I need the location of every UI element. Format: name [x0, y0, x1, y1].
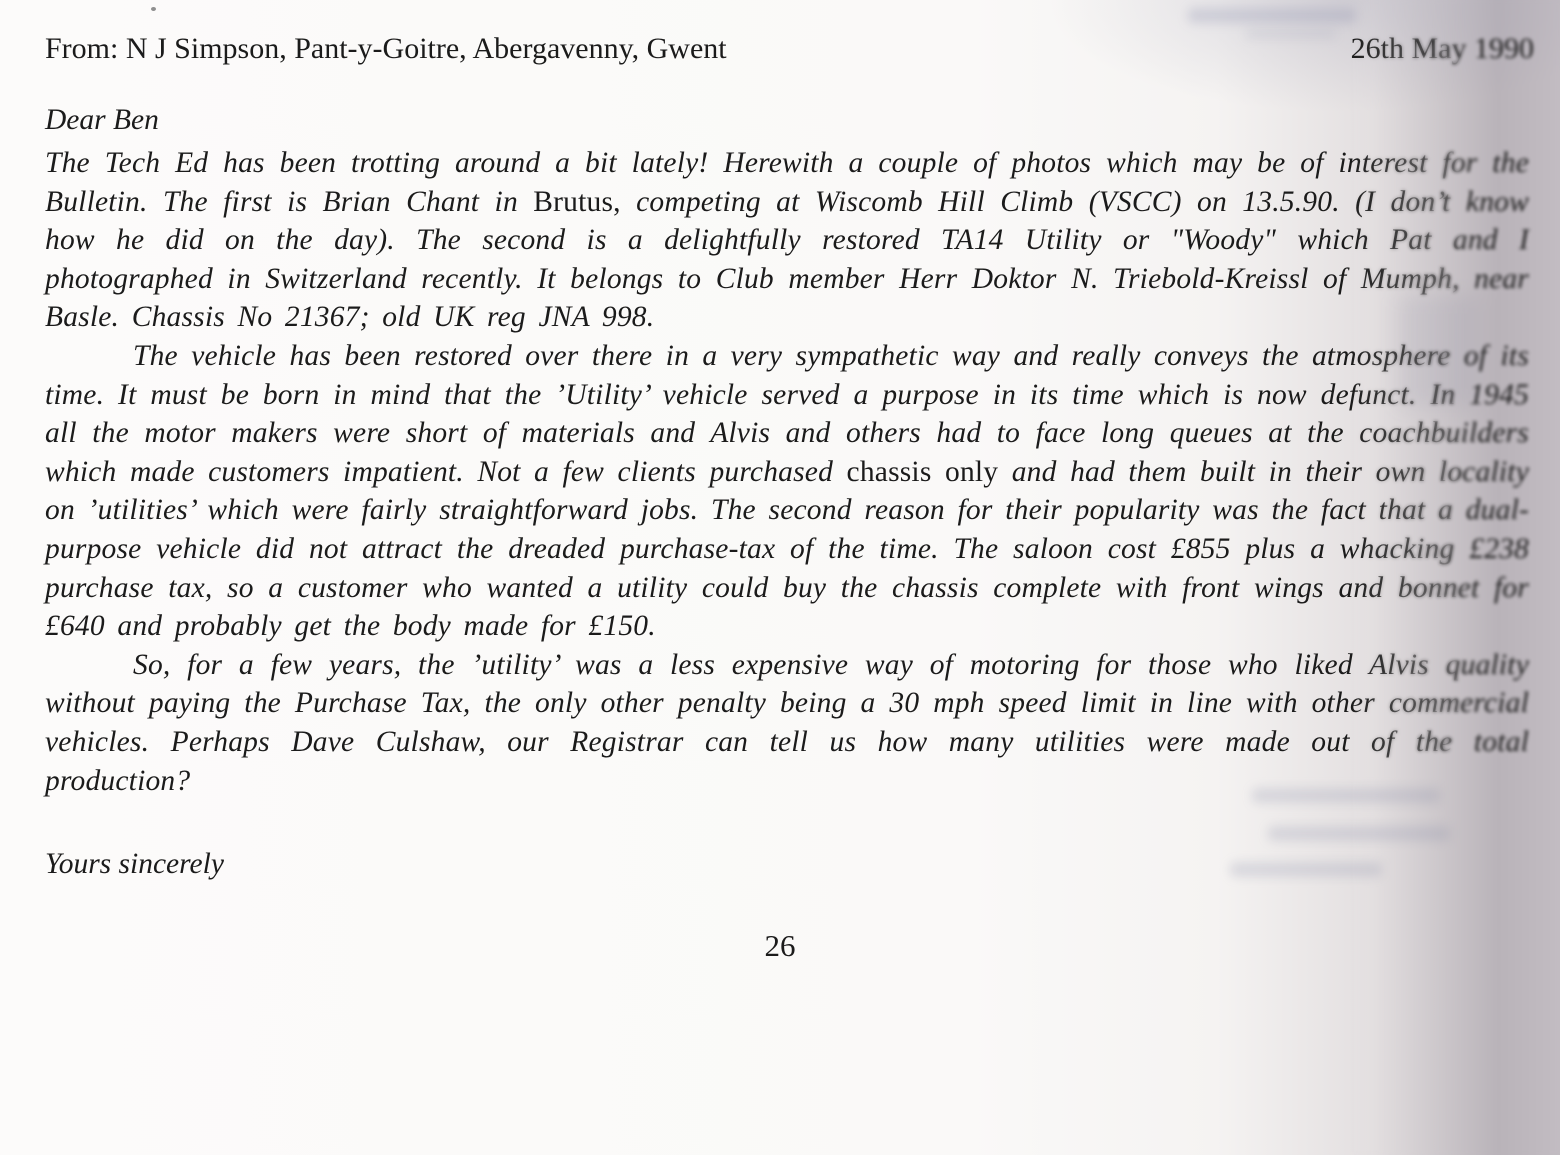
page-number: 26 [764, 928, 796, 963]
paragraph-segment: So, for a few years, the ’utility’ was a less expensive way of motoring for those who liked Alvis quality without paying the Purchase Tax, the only other penalty being a 30 mph speed limit in line with other commercial vehicles. Perhaps Dave Culshaw, our Registrar can tell us how many utilities were made out of the total production? [45, 648, 1529, 797]
paragraph-segment: The vehicle has been restored over there in a very sympathetic way and really conveys the atmosphere of its time. It must be born in mind that the ’Utility’ vehicle served a purpose in its time which is now defunct. In 1945 all the motor makers were short of materials and Alvis and others had to face long queues at the coachbuilders which made customers impatient. Not a few clients purchased [45, 339, 1529, 488]
paragraph-segment: chassis only [846, 455, 999, 488]
closing: Yours sincerely [45, 848, 224, 880]
bleedthrough-artifact [1268, 826, 1450, 841]
paragraph-segment: Brutus, [533, 185, 621, 218]
bleedthrough-artifact [1230, 862, 1382, 877]
paragraph [45, 646, 1529, 800]
paragraph-segment: The Tech Ed has been trotting around a bit lately! Herewith a couple of photos which may be of interest for the Bulletin. The first is Brian Chant in [45, 147, 1529, 218]
letter-header [45, 32, 1534, 66]
bleedthrough-artifact [1188, 8, 1356, 23]
letter-body [45, 144, 1529, 800]
scan-speck-artifact [151, 7, 156, 11]
paragraph-segment: competing at Wiscomb Hill Climb (VSCC) on 13.5.90. (I don’t know how he did on the day). The second is a delightfully restored TA14 Utility or "Woody" which Pat and I photographed in Switzerland recently. It belongs to Club member Herr Doktor N. Triebold-Kreissl of Mumph, near Basle. Chassis No 21367; old UK reg JNA 998. [45, 185, 1529, 334]
salutation: Dear Ben [45, 104, 159, 136]
letter-date: 26th May 1990 [1350, 32, 1534, 65]
from-line: From: N J Simpson, Pant-y-Goitre, Abergavenny, Gwent [45, 32, 727, 65]
paragraph-segment: and had them built in their own locality on ’utilities’ which were fairly straightforward jobs. The second reason for their popularity was the fact that a dual-purpose vehicle did not attract the dreaded purchase-tax of the time. The saloon cost £855 plus a whacking £238 purchase tax, so a customer who wanted a utility could buy the chassis complete with front wings and bonnet for £640 and probably get the body made for £150. [45, 455, 1529, 643]
paragraph [45, 144, 1529, 337]
paragraph [45, 337, 1529, 646]
